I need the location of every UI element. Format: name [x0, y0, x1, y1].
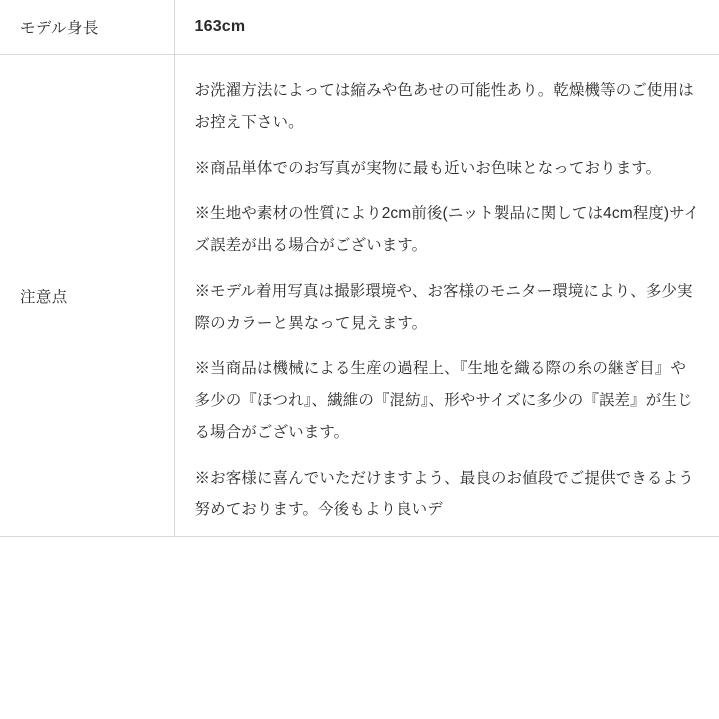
spec-label-model-height-text: モデル身長	[20, 20, 99, 37]
list-item: ※お客様に喜んでいただけますよう、最良のお値段でご提供できるよう努めております。今後もより良いデ	[194, 469, 694, 519]
notes-block	[175, 55, 719, 536]
spec-value-model-height-text: 163cm	[194, 18, 246, 35]
table-row	[0, 0, 719, 55]
spec-label-notes	[0, 55, 174, 537]
spec-value-notes	[174, 55, 719, 537]
list-item: お洗濯方法によっては縮みや色あせの可能性あり。乾燥機等のご使用はお控え下さい。	[194, 82, 694, 131]
list-item: ※モデル着用写真は撮影環境や、お客様のモニター環境により、多少実際のカラーと異なって見えます。	[194, 282, 693, 332]
spec-value-model-height	[174, 0, 719, 55]
spec-label-notes-text: 注意点	[20, 288, 68, 306]
notes-list	[195, 75, 702, 526]
list-item: ※当商品は機械による生産の過程上、『生地を織る際の糸の継ぎ目』や多少の『ほつれ』、繊維の『混紡』、形やサイズに多少の『誤差』が生じる場合がございます。	[194, 360, 693, 441]
table-row	[0, 55, 719, 537]
list-item: ※生地や素材の性質により2cm前後(ニット製品に関しては4cm程度)サイズ誤差が出る場合がございます。	[194, 205, 700, 255]
spec-label-model-height	[0, 0, 174, 55]
list-item: ※商品単体でのお写真が実物に最も近いお色味となっております。	[194, 159, 662, 177]
